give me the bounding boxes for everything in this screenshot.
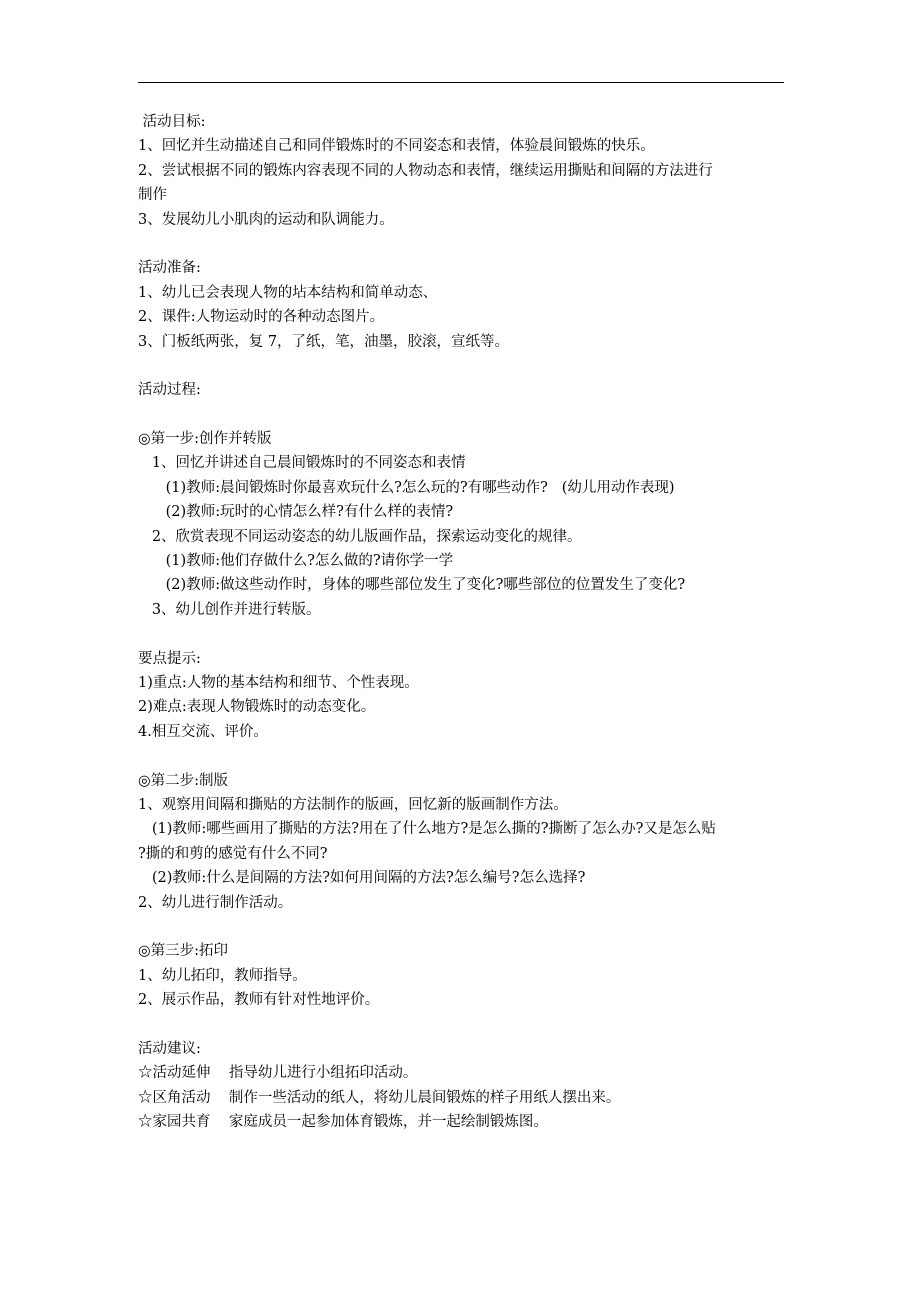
suggestion-extension: ☆活动延伸 指导幼儿进行小组拓印活动。 [138, 1065, 418, 1082]
spacer [138, 232, 788, 256]
step3-line-2: 2、展示作品，教师有针对性地评价。 [138, 992, 380, 1009]
goals-item-2: 2、尝试根据不同的锻炼内容表现不同的人物动态和表情，继续运用撕贴和间隔的方法进行 [138, 162, 713, 179]
keypoints-line-2: 2)难点:表现人物锻炼时的动态变化。 [138, 699, 376, 716]
step1-line-5: (1)教师:他们存做什么?怎么做的?请你学一学 [138, 553, 454, 570]
prep-item-1: 1、幼儿已会表现人物的坫本结构和简单动态、 [138, 284, 438, 301]
step1-line-1: 1、回忆并讲述自己晨间锻炼时的不同姿态和表情 [138, 455, 466, 472]
prep-item-2: 2、课件:人物运动时的各种动态图片。 [138, 309, 385, 326]
document-body [138, 110, 788, 1134]
step3-heading: ◎第三步:拓印 [138, 943, 229, 960]
goals-item-2-cont: 制作 [138, 187, 167, 204]
spacer [138, 403, 788, 427]
step2-line-5: 2、幼儿进行制作活动。 [138, 894, 293, 911]
spacer [138, 744, 788, 768]
prep-heading: 活动准备: [138, 260, 201, 277]
process-heading: 活动过程: [138, 382, 201, 399]
step1-line-7: 3、幼儿创作并进行转版。 [138, 601, 321, 618]
spacer [138, 1012, 788, 1036]
goals-item-1: 1、回忆并生动描述自己和同伴锻炼时的不同姿态和表情，体验晨间锻炼的快乐。 [138, 138, 655, 155]
step2-line-2: (1)教师:哪些画用了撕贴的方法?用在了什么地方?是怎么撕的?撕断了怎么办?又是怎么贴 [138, 821, 716, 838]
header-rule [138, 82, 784, 83]
suggestions-heading: 活动建议: [138, 1040, 201, 1057]
spacer [138, 622, 788, 646]
keypoints-line-3: 4.相互交流、评价。 [138, 723, 268, 740]
step1-line-3: (2)教师:玩时的心情怎么样?有什么样的表情? [138, 504, 454, 521]
step3-line-1: 1、幼儿拓印，教师指导。 [138, 967, 307, 984]
spacer [138, 354, 788, 378]
step2-heading: ◎第二步:制版 [138, 772, 229, 789]
suggestion-corner: ☆区角活动 制作一些活动的纸人，将幼儿晨间锻炼的样子用纸人摆出来。 [138, 1089, 621, 1106]
prep-item-3: 3、门板纸两张，复 7，了纸，笔，油墨，胶滚，宣纸等。 [138, 333, 510, 350]
goals-item-3: 3、发展幼儿小肌肉的运动和队调能力。 [138, 211, 394, 228]
step1-line-4: 2、欣赏表现不同运动姿态的幼儿版画作品，探索运动变化的规律。 [138, 528, 582, 545]
step2-line-3: ?撕的和剪的感觉有什么不同? [138, 845, 328, 862]
step1-line-2: (1)教师:晨间锻炼时你最喜欢玩什么?怎么玩的?有哪些动作? (幼儿用动作表现) [138, 479, 675, 496]
step1-line-6: (2)教师:做这些动作时，身体的哪些部位发生了变化?哪些部位的位置发生了变化? [138, 577, 686, 594]
keypoints-line-1: 1)重点:人物的基本结构和细节、个性表现。 [138, 674, 419, 691]
step1-heading: ◎第一步:创作并转版 [138, 431, 272, 448]
goals-heading: 活动目标: [138, 114, 206, 130]
keypoints-heading: 要点提示: [138, 650, 201, 667]
suggestion-home: ☆家园共育 家庭成员一起参加体育锻炼，并一起绘制锻炼图。 [138, 1114, 548, 1131]
step2-line-4: (2)教师:什么是间隔的方法?如何用间隔的方法?怎么编号?怎么选择? [138, 870, 586, 887]
spacer [138, 915, 788, 939]
step2-line-1: 1、观察用间隔和撕贴的方法制作的版画，回忆新的版画制作方法。 [138, 796, 568, 813]
